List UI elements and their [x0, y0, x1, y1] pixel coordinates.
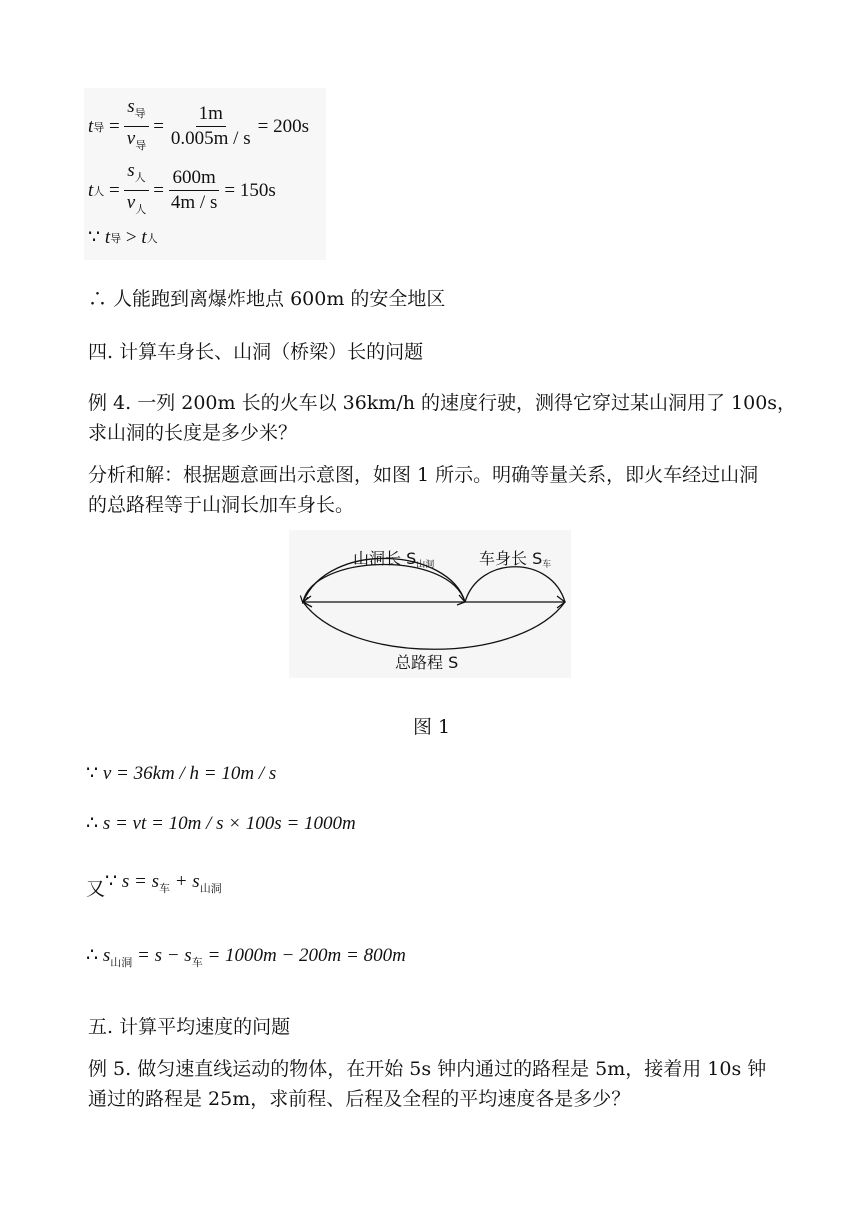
- analysis-line-2: 的总路程等于山洞长加车身长。: [88, 494, 355, 516]
- equation-sum: 又∵ $s = s_车 + s_{山洞}$: [86, 871, 222, 900]
- equation-image-block: [84, 88, 326, 260]
- var-t: t: [88, 115, 94, 137]
- equation-distance: ∴ s = vt = 10m / s × 100s = 1000m: [86, 813, 356, 834]
- equation-row-time-guide: t 导 = $\frac{s_导}{v_导}$ = $\frac{1m}{0.005m / s}$ = 200s: [88, 96, 309, 157]
- equation-velocity: ∵ v = 36km / h = 10m / s: [86, 763, 277, 784]
- equation-tunnel-length: ∴ $s_{山洞} = s - s_车 = 1000m - 200m = 800m$: [86, 945, 406, 969]
- train-arc: [465, 567, 565, 602]
- fraction-values: $\frac{600m}{4m / s}$: [170, 167, 218, 213]
- result-value: = 150s: [224, 179, 276, 201]
- label-tunnel-length: 山洞长 $S_{山洞}$: [353, 549, 435, 570]
- equation-row-time-person: t 人 = $\frac{s_人}{v_人}$ = $\frac{600m}{4m / s}$ = 150s: [88, 160, 276, 221]
- equation-row-comparison: ∵ t 导 > t 人: [88, 226, 158, 248]
- analysis-line-1: 分析和解：根据题意画出示意图，如图 1 所示。明确等量关系，即火车经过山洞: [88, 464, 759, 486]
- fraction: $\frac{s_人}{v_人}$: [124, 160, 149, 221]
- figure-caption: 图 1: [413, 716, 451, 738]
- fraction-values: $\frac{1m}{0.005m / s}$: [170, 103, 251, 149]
- label-train-length: 车身长 $S_车$: [479, 549, 552, 570]
- section-heading-5: 五. 计算平均速度的问题: [88, 1016, 291, 1038]
- subscript: 导: [93, 120, 105, 134]
- result-value: = 200s: [257, 115, 309, 137]
- fraction: $\frac{s_导}{v_导}$: [124, 96, 149, 157]
- conclusion-text: ∴ 人能跑到离爆炸地点 600m 的安全地区: [88, 288, 446, 310]
- total-arc: [303, 602, 565, 649]
- tunnel-arc: [303, 564, 465, 602]
- example-4-line-2: 求山洞的长度是多少米？: [88, 422, 298, 444]
- label-total-distance: 总路程 S: [395, 653, 459, 672]
- figure-1-diagram: [289, 530, 571, 678]
- example-4-line-1: 例 4. 一列 200m 长的火车以 36km/h 的速度行驶，测得它穿过某山洞用了 100s，: [88, 392, 797, 414]
- section-heading-4: 四. 计算车身长、山洞（桥梁）长的问题: [88, 341, 424, 363]
- example-5-line-1: 例 5. 做匀速直线运动的物体，在开始 5s 钟内通过的路程是 5m，接着用 10s 钟: [88, 1058, 767, 1080]
- example-5-line-2: 通过的路程是 25m，求前程、后程及全程的平均速度各是多少？: [88, 1088, 631, 1110]
